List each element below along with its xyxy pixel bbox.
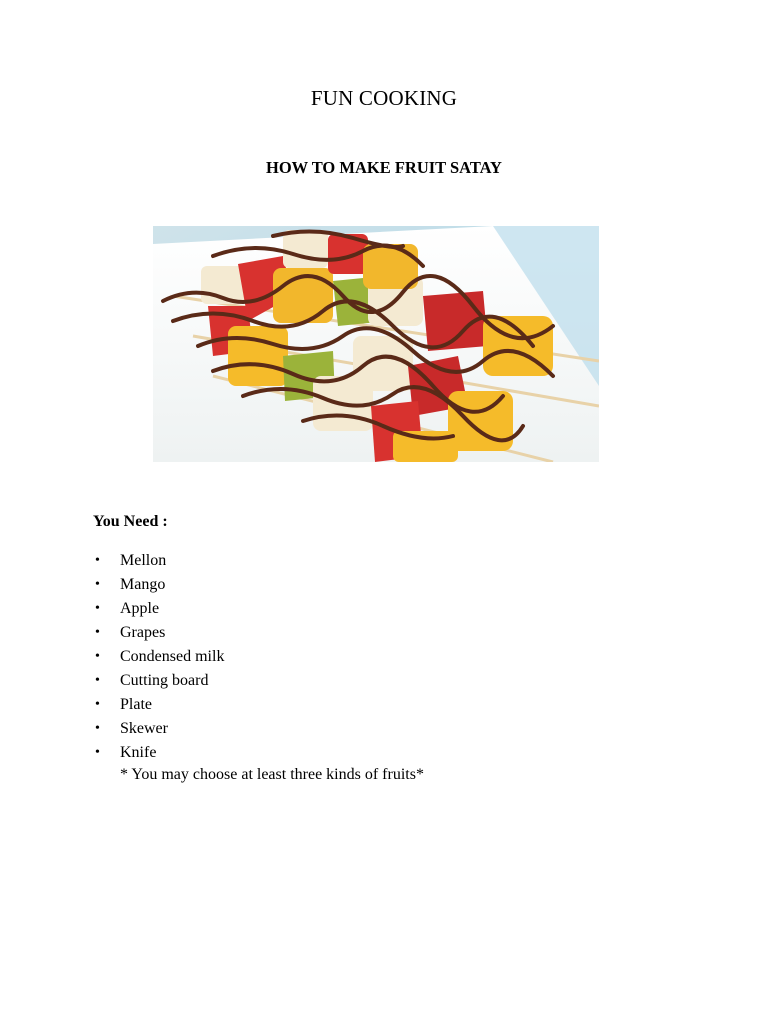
list-item	[93, 621, 224, 645]
page-title: FUN COOKING	[310, 86, 458, 110]
ingredient-list	[93, 549, 224, 765]
fruit-satay-photo	[153, 226, 599, 462]
bullet-icon: •	[95, 697, 100, 712]
ingredient-label: Knife	[120, 744, 157, 761]
bullet-icon: •	[95, 673, 100, 688]
bullet-icon: •	[95, 577, 100, 592]
list-item	[93, 549, 224, 573]
bullet-icon: •	[95, 649, 100, 664]
list-item	[93, 717, 224, 741]
bullet-icon: •	[95, 721, 100, 736]
you-need-heading: You Need :	[93, 513, 168, 530]
ingredient-label: Skewer	[120, 720, 168, 737]
page-subtitle: HOW TO MAKE FRUIT SATAY	[266, 158, 502, 177]
fruit-choice-note: * You may choose at least three kinds of fruits*	[120, 766, 424, 783]
ingredient-label: Mango	[120, 576, 166, 593]
bullet-icon: •	[95, 601, 100, 616]
ingredient-label: Plate	[120, 696, 152, 713]
list-item	[93, 645, 224, 669]
list-item	[93, 669, 224, 693]
ingredient-label: Cutting board	[120, 672, 209, 689]
list-item	[93, 597, 224, 621]
ingredient-label: Apple	[120, 600, 160, 617]
list-item	[93, 573, 224, 597]
list-item	[93, 693, 224, 717]
ingredient-label: Grapes	[120, 624, 166, 641]
bullet-icon: •	[95, 553, 100, 568]
list-item	[93, 741, 224, 765]
bullet-icon: •	[95, 745, 100, 760]
ingredient-label: Condensed milk	[120, 648, 225, 665]
bullet-icon: •	[95, 625, 100, 640]
ingredient-label: Mellon	[120, 552, 167, 569]
